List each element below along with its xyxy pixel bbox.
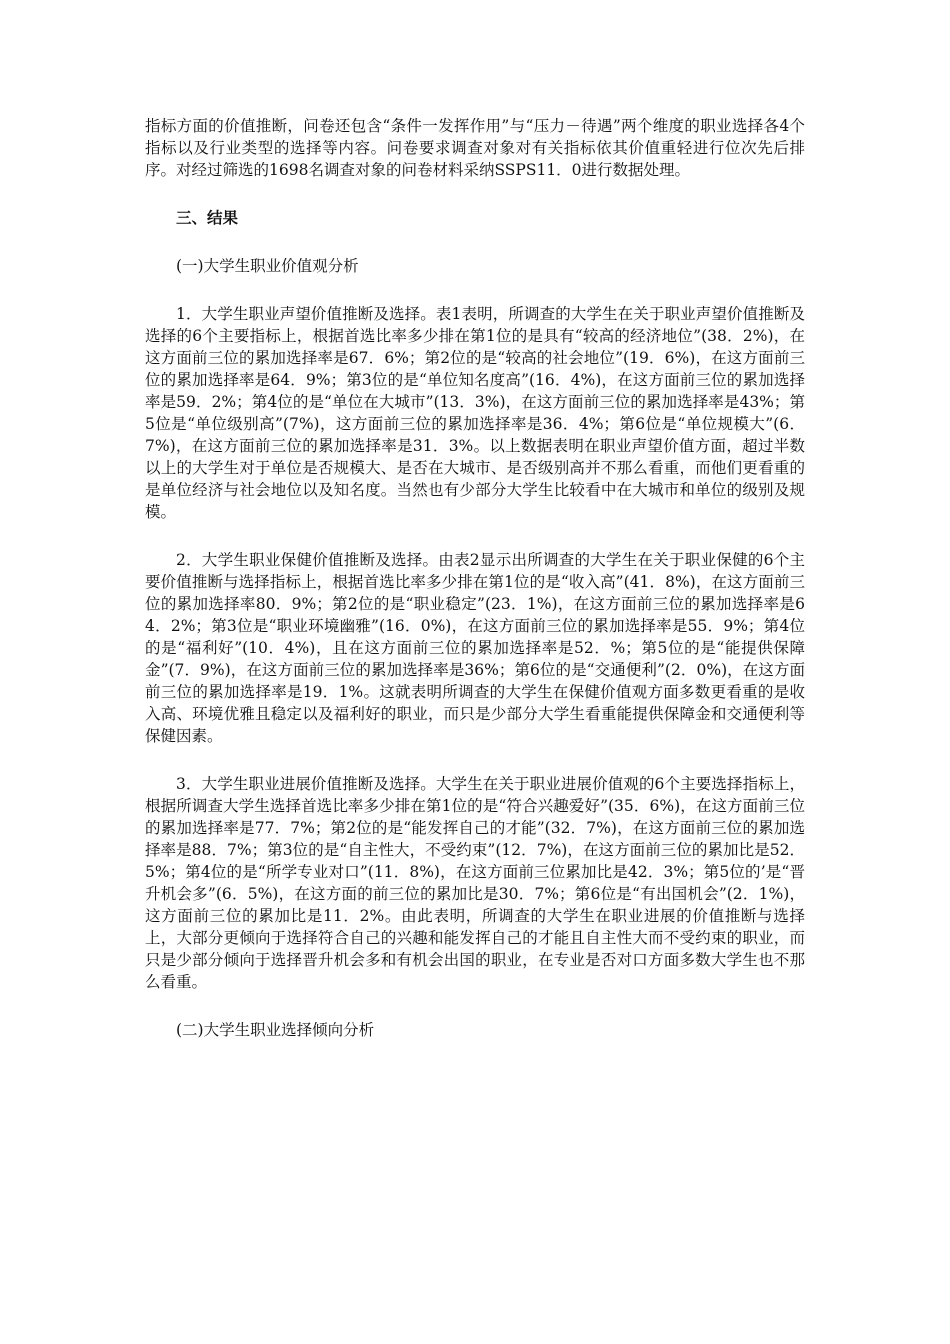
intro-paragraph: 指标方面的价值推断，问卷还包含“条件一发挥作用”与“压力－待遇”两个维度的职业选择各4个指标以及行业类型的选择等内容。问卷要求调查对象对有关指标依其价值重轻进行位次先后排序。对经过筛选的1698名调查对象的问卷材料采纳SSPS11．0进行数据处理。 [145,117,805,179]
paragraph-prestige: 1．大学生职业声望价值推断及选择。表1表明，所调查的大学生在关于职业声望价值推断及选择的6个主要指标上，根据首选比率多少排在第1位的是具有“较高的经济地位”(38．2%)，在这方面前三位的累加选择率是67．6%；第2位的是“较高的社会地位”(19．6%)，在这方面前三位的累加选择率是64．9%；第3位的是“单位知名度高”(16．4%)，在这方面前三位的累加选择率是59．2%；第4位的是“单位在大城市”(13．3%)，在这方面前三位的累加选择率是43%；第5位是“单位级别高”(7%)，这方面前三位的累加选择率是36．4%；第6位是“单位规模大”(6．7%)，在这方面前三位的累加选择率是31．3%。以上数据表明在职业声望价值方面，超过半数以上的大学生对于单位是否规模大、是否在大城市、是否级别高并不那么看重，而他们更看重的是单位经济与社会地位以及知名度。当然也有少部分大学生比较看中在大城市和单位的级别及规模。 [145,305,805,521]
section-heading-results: 三、结果 [176,208,239,227]
subsection-heading-values: (一)大学生职业价值观分析 [176,257,359,275]
paragraph-health: 2．大学生职业保健价值推断及选择。由表2显示出所调查的大学生在关于职业保健的6个主要价值推断与选择指标上，根据首选比率多少排在第1位的是“收入高”(41．8%)，在这方面前三位的累加选择率80．9%；第2位的是“职业稳定”(23．1%)，在这方面前三位的累加选择率是64．2%；第3位是“职业环境幽雅”(16．0%)，在这方面前三位的累加选择率是55．9%；第4位的是“福利好”(10．4%)，且在这方面前三位的累加选择率是52．%；第5位的是“能提供保障金”(7．9%)，在这方面前三位的累加选择率是36%；第6位的是“交通便利”(2．0%)，在这方面前三位的累加选择率是19．1%。这就表明所调查的大学生在保健价值观方面多数更看重的是收入高、环境优雅且稳定以及福利好的职业，而只是少部分大学生看重能提供保障金和交通便利等保健因素。 [145,551,805,745]
subsection-heading-tendency: (二)大学生职业选择倾向分析 [176,1021,375,1039]
paragraph-development: 3．大学生职业进展价值推断及选择。大学生在关于职业进展价值观的6个主要选择指标上，根据所调查大学生选择首选比率多少排在第1位的是“符合兴趣爱好”(35．6%)，在这方面前三位的累加选择率是77．7%；第2位的是“能发挥自己的才能”(32．7%)，在这方面前三位的累加选择率是88．7%；第3位的是“自主性大，不受约束”(12．7%)，在这方面前三位的累加比是52．5%；第4位的是“所学专业对口”(11．8%)，在这方面前三位累加比是42．3%；第5位的’是“晋升机会多”(6．5%)，在这方面的前三位的累加比是30．7%；第6位是“有出国机会”(2．1%)，这方面前三位的累加比是11．2%。由此表明，所调查的大学生在职业进展的价值推断与选择上，大部分更倾向于选择符合自己的兴趣和能发挥自己的才能且自主性大而不受约束的职业，而只是少部分倾向于选择晋升机会多和有机会出国的职业，在专业是否对口方面多数大学生也不那么看重。 [145,775,805,991]
document-page [145,115,805,1067]
